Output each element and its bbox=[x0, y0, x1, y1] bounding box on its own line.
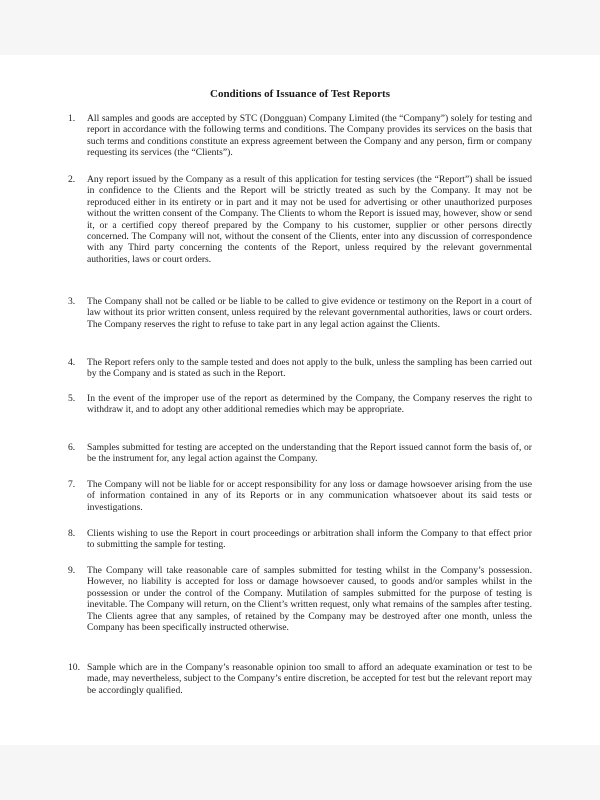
condition-text: Samples submitted for testing are accepted on the understanding that the Report issued cannot form the basis of, or be the instrument for, any legal action against the Company. bbox=[87, 442, 532, 465]
condition-item-2 bbox=[68, 174, 532, 265]
condition-item-8 bbox=[68, 528, 532, 551]
condition-number: 9. bbox=[68, 565, 76, 576]
condition-number: 8. bbox=[68, 528, 76, 539]
document-page bbox=[0, 55, 600, 745]
condition-text: All samples and goods are accepted by STC (Dongguan) Company Limited (the “Company”) solely for testing and report in accordance with the following terms and conditions. The Company provides its services on the basis that such terms and conditions constitute an express agreement between the Company and any person, firm or company requesting its services (the “Clients”). bbox=[87, 113, 532, 159]
condition-number: 6. bbox=[68, 442, 76, 453]
condition-text: The Company will take reasonable care of samples submitted for testing whilst in the Company’s possession. However, no liability is accepted for loss or damage howsoever caused, to goods and/or samples whilst in the possession or under the control of the Company. Mutilation of samples submitted for the purpose of testing is inevitable. The Company will return, on the Client’s written request, only what remains of the samples after testing. The Clients agree that any samples, of retained by the Company may be destroyed after one month, unless the Company has been specifically instructed otherwise. bbox=[87, 565, 532, 634]
condition-number: 1. bbox=[68, 113, 76, 124]
condition-number: 4. bbox=[68, 357, 76, 368]
condition-text: The Company shall not be called or be liable to be called to give evidence or testimony on the Report in a court of law without its prior written consent, unless required by the relevant governmental authorities, laws or court orders. The Company reserves the right to refuse to take part in any legal action against the Clients. bbox=[87, 296, 532, 330]
condition-text: Any report issued by the Company as a result of this application for testing services (the “Report”) shall be issued in confidence to the Clients and the Report will be strictly treated as such by the Company. It may not be reproduced either in its entirety or in part and it may not be used for advertising or other unauthorized purposes without the written consent of the Company. The Clients to whom the Report is issued may, however, show or send it, or a certified copy thereof prepared by the Company to his customer, supplier or other persons directly concerned. The Company will not, without the consent of the Clients, enter into any discussion of correspondence with any Third party concerning the contents of the Report, unless required by the relevant governmental authorities, laws or court orders. bbox=[87, 174, 532, 265]
condition-text: The Company will not be liable for or accept responsibility for any loss or damage howsoever arising from the use of information contained in any of its Reports or in any communication whatsoever about its said tests or investigations. bbox=[87, 479, 532, 513]
condition-number: 3. bbox=[68, 296, 76, 307]
condition-item-3 bbox=[68, 296, 532, 330]
condition-text: Clients wishing to use the Report in court proceedings or arbitration shall inform the Company to that effect prior to submitting the sample for testing. bbox=[87, 528, 532, 551]
condition-number: 2. bbox=[68, 174, 76, 185]
condition-item-6 bbox=[68, 442, 532, 465]
condition-number: 7. bbox=[68, 479, 76, 490]
condition-item-9 bbox=[68, 565, 532, 633]
condition-text: Sample which are in the Company’s reasonable opinion too small to afford an adequate examination or test to be made, may nevertheless, subject to the Company’s entire discretion, be accepted for test but the relevant report may be accordingly qualified. bbox=[87, 662, 532, 696]
condition-number: 10. bbox=[68, 662, 80, 673]
condition-item-4 bbox=[68, 357, 532, 380]
condition-number: 5. bbox=[68, 393, 76, 404]
condition-text: In the event of the improper use of the report as determined by the Company, the Company reserves the right to withdraw it, and to adopt any other additional remedies which may be appropriate. bbox=[87, 393, 532, 416]
document-title: Conditions of Issuance of Test Reports bbox=[210, 88, 390, 100]
condition-item-1 bbox=[68, 113, 532, 159]
condition-item-7 bbox=[68, 479, 532, 513]
condition-text: The Report refers only to the sample tested and does not apply to the bulk, unless the sampling has been carried out by the Company and is stated as such in the Report. bbox=[87, 357, 532, 380]
condition-item-10 bbox=[68, 662, 532, 696]
condition-item-5 bbox=[68, 393, 532, 416]
